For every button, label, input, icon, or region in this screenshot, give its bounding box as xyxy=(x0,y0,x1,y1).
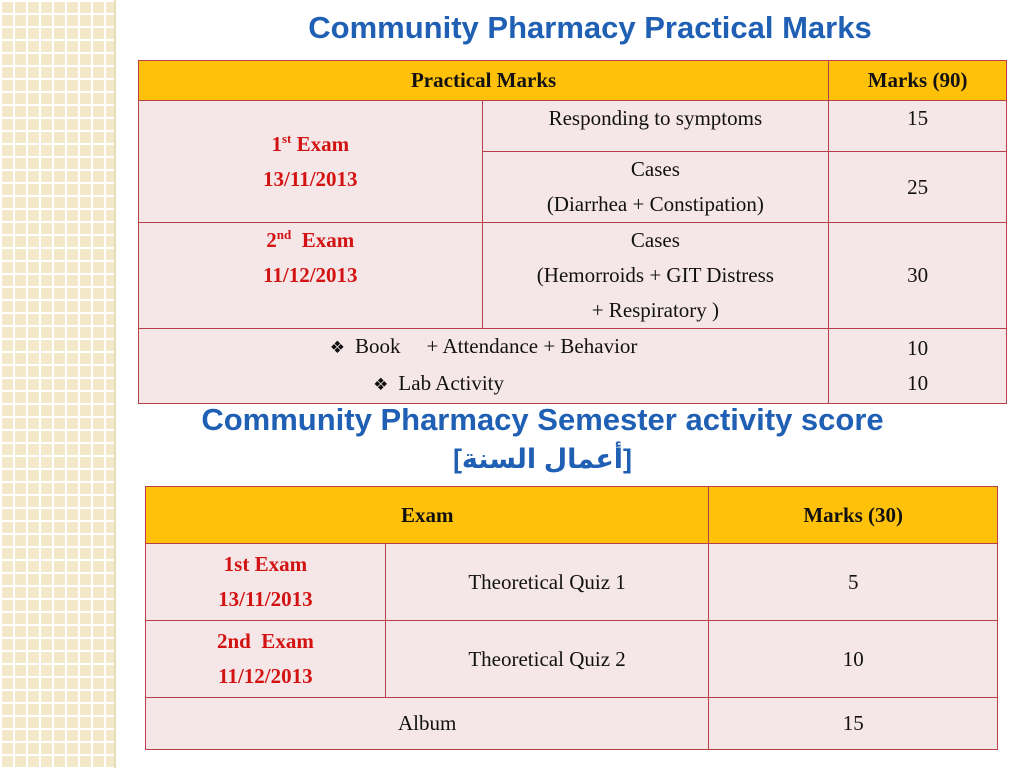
section-subtitle-arabic: [أعمال السنة] xyxy=(452,444,633,474)
row2-item xyxy=(482,152,829,223)
table-header-row xyxy=(146,487,998,544)
extra-label-a: Lab Activity xyxy=(398,371,504,395)
table-row xyxy=(139,329,1007,404)
extra-item xyxy=(143,329,824,366)
exam2-sup: nd xyxy=(276,227,292,242)
exam2-cell xyxy=(139,223,483,329)
exam-cell xyxy=(146,621,386,698)
extras-cell xyxy=(139,329,829,404)
row2-mark: 25 xyxy=(829,152,1007,223)
quiz-item: Theoretical Quiz 1 xyxy=(385,544,709,621)
extra-label-a: Book xyxy=(355,334,401,358)
exam2-word: Exam xyxy=(301,228,355,252)
row1-item: Responding to symptoms xyxy=(482,101,829,152)
row3-item xyxy=(482,223,829,329)
row3-item-line2: (Hemorroids + GIT Distress xyxy=(536,263,774,287)
row3-item-line1: Cases xyxy=(630,228,680,252)
table-row xyxy=(146,621,998,698)
quiz-item: Theoretical Quiz 2 xyxy=(385,621,709,698)
row2-item-line1: Cases xyxy=(630,157,680,181)
extra-mark: 10 xyxy=(907,371,929,395)
practical-marks-table xyxy=(138,60,1007,404)
exam-cell xyxy=(146,544,386,621)
header-practical-marks: Practical Marks xyxy=(139,61,829,101)
exam2-label xyxy=(143,223,478,258)
extra-label-b: + Attendance + Behavior xyxy=(426,334,638,358)
diamond-bullet-icon: ❖ xyxy=(329,338,346,358)
exam-label: 2nd Exam xyxy=(216,629,314,653)
header-marks-30: Marks (30) xyxy=(709,487,998,544)
exam1-num: 1 xyxy=(271,131,282,156)
exam1-sup: st xyxy=(281,130,292,146)
row3-item-line3: + Respiratory ) xyxy=(591,298,720,322)
quiz-mark: 5 xyxy=(709,544,998,621)
activity-score-table xyxy=(145,486,998,750)
exam-date: 11/12/2013 xyxy=(218,664,313,688)
page-title: Community Pharmacy Practical Marks xyxy=(308,10,872,45)
table-row xyxy=(146,544,998,621)
exam1-word: Exam xyxy=(296,131,350,156)
exam2-num: 2 xyxy=(266,228,277,252)
exam1-date: 13/11/2013 xyxy=(263,166,358,191)
extra-item xyxy=(143,366,734,403)
quiz-mark: 10 xyxy=(709,621,998,698)
table-row xyxy=(146,698,998,750)
album-mark: 15 xyxy=(709,698,998,750)
diamond-bullet-icon: ❖ xyxy=(373,375,389,395)
row1-mark: 15 xyxy=(829,101,1007,152)
header-marks-90: Marks (90) xyxy=(829,61,1007,101)
table-row xyxy=(139,223,1007,329)
exam1-label xyxy=(143,127,478,162)
section-title: Community Pharmacy Semester activity score xyxy=(201,402,884,437)
table-row xyxy=(139,101,1007,152)
exam-label: 1st Exam xyxy=(223,552,308,576)
header-exam: Exam xyxy=(146,487,709,544)
row2-item-line2: (Diarrhea + Constipation) xyxy=(546,192,764,216)
decorative-side-pattern xyxy=(0,0,116,768)
album-label: Album xyxy=(146,698,709,750)
table-header-row xyxy=(139,61,1007,101)
row3-mark: 30 xyxy=(829,223,1007,329)
extras-marks xyxy=(829,329,1007,404)
exam1-cell xyxy=(139,101,483,223)
extra-mark: 10 xyxy=(907,336,929,360)
exam-date: 13/11/2013 xyxy=(218,587,313,611)
exam2-date: 11/12/2013 xyxy=(263,263,358,287)
